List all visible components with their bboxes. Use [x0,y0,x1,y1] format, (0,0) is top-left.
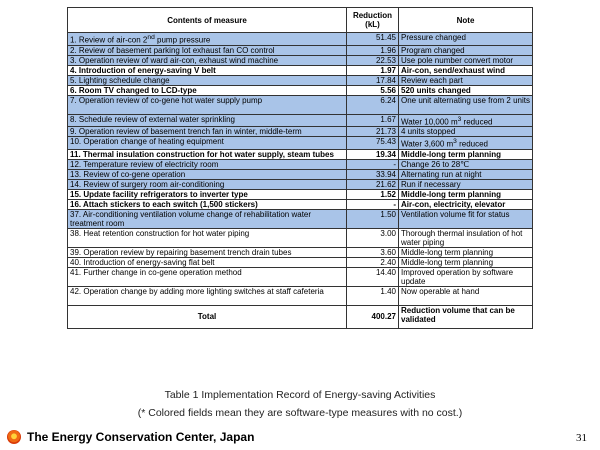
note-cell [399,75,533,85]
measure-cell [68,169,347,179]
measure-cell [68,209,347,228]
measure-cell [68,179,347,189]
note-cell [399,127,533,137]
measure-text: 3. Operation review of ward air-con, exhaust wind machine [70,55,279,65]
measure-cell [68,55,347,65]
table-row [68,65,533,75]
note-cell [399,286,533,305]
measure-text: 16. Attach stickers to each switch (1,500 stickers) [70,199,258,209]
note-cell [399,257,533,267]
note-cell [399,65,533,75]
note-text: Now operable at hand [401,286,480,296]
note-text: Air-con, electricity, elevator [401,199,506,209]
measure-text: 12. Temperature review of electricity room [70,159,219,169]
measure-text: 4. Introduction of energy-saving V belt [70,65,216,75]
page-number: 31 [576,432,587,444]
measure-cell [68,137,347,150]
table-row [68,149,533,159]
table-row [68,169,533,179]
note-text: Program changed [401,45,465,55]
measure-text: 1. Review of air-con 2 [70,35,148,45]
header-note: Note [399,8,533,33]
measure-text: 5. Lighting schedule change [70,75,170,85]
note-text: Middle-long term planning [401,149,501,159]
reduction-cell: 6.24 [347,95,399,114]
table-row [68,127,533,137]
table-row [68,286,533,305]
reduction-cell: 21.73 [347,127,399,137]
note-cell [399,228,533,247]
measure-text: 42. Operation change by adding more lighting switches at staff cafeteria [70,286,324,296]
note-text: Change 26 to 28℃ [401,159,470,169]
note-text: Middle-long term planning [401,189,501,199]
reduction-cell: 17.84 [347,75,399,85]
table-row [68,55,533,65]
total-reduction: 400.27 [347,305,399,328]
measure-cell [68,33,347,46]
measure-cell [68,267,347,286]
reduction-cell: - [347,199,399,209]
note-text: Middle-long term planning [401,247,494,257]
table-row [68,179,533,189]
measure-cell [68,45,347,55]
table-body [68,33,533,329]
note-text: Water 3,600 m [401,139,454,149]
measure-text-tail: pump pressure [154,35,211,45]
total-row [68,305,533,328]
reduction-cell: 1.67 [347,114,399,127]
reduction-cell: 2.40 [347,257,399,267]
measure-cell [68,75,347,85]
table-row [68,257,533,267]
note-text: Pressure changed [401,33,466,42]
measure-text: 13. Review of co-gene operation [70,169,186,179]
measure-cell [68,114,347,127]
reduction-cell: 21.62 [347,179,399,189]
measure-text: 11. Thermal insulation construction for hot water supply, steam tubes [70,149,334,159]
measure-cell [68,95,347,114]
table-row [68,75,533,85]
reduction-cell: - [347,159,399,169]
note-cell [399,247,533,257]
note-text: Improved operation by software update [401,267,514,286]
reduction-cell: 1.50 [347,209,399,228]
reduction-cell: 1.97 [347,65,399,75]
table-caption: Table 1 Implementation Record of Energy-saving Activities [164,389,436,401]
note-cell [399,149,533,159]
table-row [68,209,533,228]
footer-organization: The Energy Conservation Center, Japan [27,430,255,444]
measure-cell [68,286,347,305]
note-cell [399,114,533,127]
reduction-cell: 75.43 [347,137,399,150]
note-text: Ventilation volume fit for status [401,209,510,219]
note-cell [399,33,533,46]
measure-text: 14. Review of surgery room air-conditioning [70,179,225,189]
note-cell [399,169,533,179]
table-row [68,114,533,127]
note-text: Air-con, send/exhaust wind [401,65,506,75]
note-superscript: 3 [457,115,462,123]
measure-superscript: nd [147,34,155,41]
reduction-cell: 22.53 [347,55,399,65]
note-cell [399,95,533,114]
header-reduction: Reduction (kL) [347,8,399,33]
reduction-cell: 33.94 [347,169,399,179]
measure-text: 8. Schedule review of external water sprinkling [70,114,235,124]
table-row [68,159,533,169]
note-cell [399,189,533,199]
total-note: Reduction volume that can be validated [399,305,533,328]
note-text: Middle-long term planning [401,257,494,267]
measure-cell [68,149,347,159]
measure-cell [68,199,347,209]
reduction-cell: 1.40 [347,286,399,305]
table-row [68,267,533,286]
note-text: 520 units changed [401,85,471,95]
table-header-row [68,8,533,33]
note-cell [399,267,533,286]
reduction-cell: 3.60 [347,247,399,257]
note-superscript: 3 [453,138,457,146]
table-row [68,228,533,247]
measure-text: 40. Introduction of energy-saving flat belt [70,257,215,267]
total-label: Total [68,305,347,328]
table-row [68,199,533,209]
note-text: Review each part [401,75,463,85]
note-cell [399,55,533,65]
table-footnote: (* Colored fields mean they are software-type measures with no cost.) [137,407,463,419]
measure-text: 39. Operation review by repairing basement trench drain tubes [70,247,292,257]
note-cell [399,85,533,95]
note-text: 4 units stopped [401,127,456,137]
note-text-tail: reduced [461,117,493,127]
table-row [68,137,533,150]
measure-cell [68,159,347,169]
note-text: One unit alternating use from 2 units [401,95,530,105]
energy-saving-table [67,7,533,329]
measure-text: 15. Update facility refrigerators to inverter type [70,189,248,199]
measure-cell [68,189,347,199]
measure-text: 6. Room TV changed to LCD-type [70,85,197,95]
reduction-cell: 3.00 [347,228,399,247]
note-cell [399,137,533,150]
note-text: Thorough thermal insulation of hot water piping [401,228,523,247]
table-row [68,85,533,95]
table-row [68,33,533,46]
note-cell [399,179,533,189]
reduction-cell: 14.40 [347,267,399,286]
measure-text: 37. Air-conditioning ventilation volume change of rehabilitation water treatment room [70,209,312,228]
note-cell [399,159,533,169]
table-row [68,95,533,114]
table-row [68,247,533,257]
note-text-tail: reduced [456,139,489,149]
header-contents: Contents of measure [68,8,347,33]
reduction-cell: 1.96 [347,45,399,55]
measure-cell [68,257,347,267]
measure-text: 7. Operation review of co-gene hot water supply pump [70,95,263,105]
reduction-cell: 51.45 [347,33,399,46]
measure-text: 41. Further change in co-gene operation method [70,267,242,277]
measure-cell [68,127,347,137]
reduction-cell: 1.52 [347,189,399,199]
measure-text: 2. Review of basement parking lot exhaust fan CO control [70,45,275,55]
table-row [68,189,533,199]
note-text: Alternating run at night [401,169,482,179]
measure-cell [68,247,347,257]
reduction-cell: 19.34 [347,149,399,159]
note-text: Use pole number convert motor [401,55,514,65]
reduction-cell: 5.56 [347,85,399,95]
note-cell [399,209,533,228]
measure-cell [68,65,347,75]
measure-text: 10. Operation change of heating equipment [70,137,224,147]
measure-text: 38. Heat retention construction for hot water piping [70,228,250,238]
measure-cell [68,85,347,95]
measure-text: 9. Operation review of basement trench fan in winter, middle-term [70,127,302,137]
sun-logo-icon [7,430,21,444]
note-cell [399,199,533,209]
note-text: Run if necessary [401,179,461,189]
measure-cell [68,228,347,247]
note-cell [399,45,533,55]
table-row [68,45,533,55]
note-text: Water 10,000 m [401,117,458,127]
